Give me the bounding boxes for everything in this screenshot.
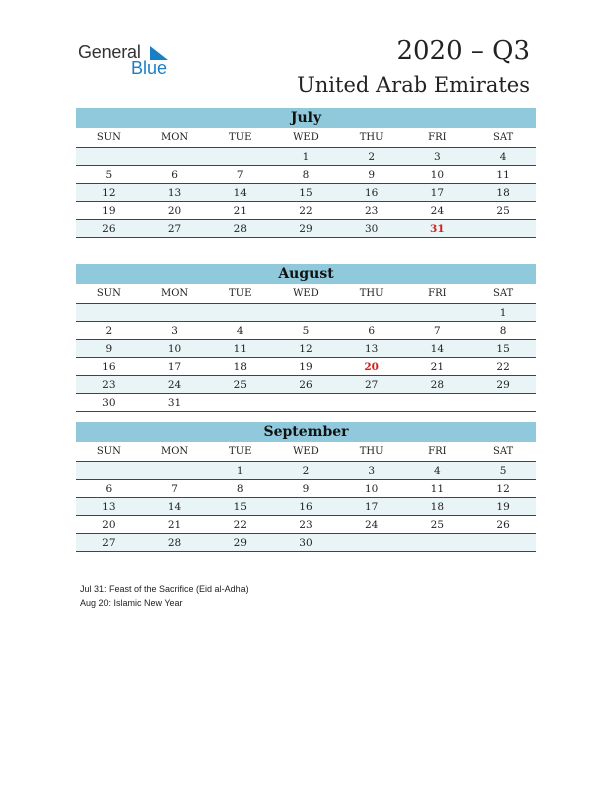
page-title: 2020 – Q3 [396,36,530,66]
empty-day-cell [76,462,142,480]
day-cell: 15 [273,184,339,202]
day-cell: 29 [207,534,273,552]
day-cell: 11 [405,480,471,498]
holiday-notes [80,582,249,610]
day-cell: 28 [142,534,208,552]
day-cell: 1 [470,304,536,322]
weekday-label: MON [142,442,208,462]
empty-day-cell [273,394,339,412]
day-cell: 11 [207,340,273,358]
day-cell: 19 [76,202,142,220]
empty-day-cell [142,148,208,166]
week-row [76,498,536,516]
day-cell: 27 [339,376,405,394]
empty-day-cell [339,394,405,412]
day-cell: 11 [470,166,536,184]
day-cell: 5 [273,322,339,340]
empty-day-cell [339,534,405,552]
day-cell: 20 [76,516,142,534]
day-cell: 17 [339,498,405,516]
generalblue-logo [78,42,178,82]
day-cell: 30 [76,394,142,412]
day-cell: 4 [470,148,536,166]
day-cell: 14 [142,498,208,516]
day-cell: 23 [76,376,142,394]
day-cell: 1 [207,462,273,480]
weekday-label: FRI [405,284,471,304]
empty-day-cell [76,148,142,166]
weekday-label: FRI [405,442,471,462]
weekday-label: SAT [470,442,536,462]
weekday-label: TUE [207,128,273,148]
week-row [76,322,536,340]
day-cell: 18 [470,184,536,202]
empty-day-cell [470,534,536,552]
day-cell: 30 [273,534,339,552]
week-row [76,480,536,498]
weekday-header-row [76,442,536,462]
day-cell: 12 [470,480,536,498]
weekday-label: TUE [207,442,273,462]
day-cell: 16 [339,184,405,202]
day-cell: 15 [470,340,536,358]
weekday-label: WED [273,284,339,304]
calendar-table [76,128,536,238]
holiday-note: Jul 31: Feast of the Sacrifice (Eid al-Adha) [80,584,249,594]
day-cell: 7 [207,166,273,184]
day-cell: 20 [142,202,208,220]
month-august [76,264,536,412]
day-cell: 13 [339,340,405,358]
weekday-label: SUN [76,128,142,148]
weekday-label: SUN [76,442,142,462]
week-row [76,166,536,184]
day-cell: 6 [76,480,142,498]
day-cell: 6 [339,322,405,340]
day-cell: 26 [470,516,536,534]
day-cell: 9 [339,166,405,184]
day-cell: 3 [142,322,208,340]
day-cell: 30 [339,220,405,238]
day-cell: 12 [273,340,339,358]
weekday-label: MON [142,128,208,148]
weekday-label: TUE [207,284,273,304]
week-row [76,340,536,358]
day-cell: 6 [142,166,208,184]
day-cell: 17 [405,184,471,202]
day-cell: 5 [470,462,536,480]
empty-day-cell [470,394,536,412]
calendar-table [76,442,536,552]
day-cell: 10 [405,166,471,184]
day-cell: 24 [339,516,405,534]
empty-day-cell [405,534,471,552]
empty-day-cell [273,304,339,322]
day-cell: 3 [339,462,405,480]
day-cell: 10 [339,480,405,498]
month-september [76,422,536,552]
day-cell: 25 [405,516,471,534]
day-cell: 28 [207,220,273,238]
week-row [76,184,536,202]
day-cell: 7 [405,322,471,340]
week-row [76,534,536,552]
weekday-label: FRI [405,128,471,148]
weekday-label: SAT [470,284,536,304]
holiday-note: Aug 20: Islamic New Year [80,598,183,608]
week-row [76,376,536,394]
day-cell: 16 [76,358,142,376]
weekday-header-row [76,128,536,148]
day-cell: 3 [405,148,471,166]
day-cell: 29 [273,220,339,238]
empty-day-cell [405,394,471,412]
week-row [76,304,536,322]
day-cell: 8 [207,480,273,498]
month-header: September [76,422,536,442]
day-cell: 25 [207,376,273,394]
empty-day-cell [405,304,471,322]
week-row [76,516,536,534]
day-cell: 14 [405,340,471,358]
week-row [76,394,536,412]
week-row [76,462,536,480]
day-cell: 9 [273,480,339,498]
day-cell: 9 [76,340,142,358]
empty-day-cell [470,220,536,238]
week-row [76,220,536,238]
day-cell: 20 [339,358,405,376]
weekday-label: WED [273,442,339,462]
week-row [76,358,536,376]
day-cell: 21 [405,358,471,376]
empty-day-cell [207,304,273,322]
day-cell: 31 [142,394,208,412]
day-cell: 16 [273,498,339,516]
day-cell: 15 [207,498,273,516]
day-cell: 2 [273,462,339,480]
day-cell: 2 [76,322,142,340]
week-row [76,148,536,166]
day-cell: 8 [273,166,339,184]
empty-day-cell [207,394,273,412]
day-cell: 22 [273,202,339,220]
day-cell: 13 [76,498,142,516]
day-cell: 21 [207,202,273,220]
day-cell: 12 [76,184,142,202]
day-cell: 4 [405,462,471,480]
country-name: United Arab Emirates [297,73,530,97]
day-cell: 10 [142,340,208,358]
weekday-label: WED [273,128,339,148]
day-cell: 22 [470,358,536,376]
weekday-label: SUN [76,284,142,304]
empty-day-cell [142,462,208,480]
month-header: July [76,108,536,128]
day-cell: 18 [207,358,273,376]
day-cell: 18 [405,498,471,516]
day-cell: 8 [470,322,536,340]
month-header: August [76,264,536,284]
day-cell: 5 [76,166,142,184]
weekday-label: THU [339,442,405,462]
day-cell: 19 [273,358,339,376]
logo-word-general: General [78,42,141,62]
day-cell: 24 [405,202,471,220]
day-cell: 13 [142,184,208,202]
logo-word-blue: Blue [131,58,168,78]
day-cell: 17 [142,358,208,376]
day-cell: 7 [142,480,208,498]
day-cell: 4 [207,322,273,340]
weekday-label: SAT [470,128,536,148]
empty-day-cell [339,304,405,322]
weekday-label: THU [339,128,405,148]
day-cell: 29 [470,376,536,394]
day-cell: 2 [339,148,405,166]
day-cell: 28 [405,376,471,394]
weekday-label: THU [339,284,405,304]
weekday-header-row [76,284,536,304]
day-cell: 26 [273,376,339,394]
day-cell: 1 [273,148,339,166]
day-cell: 25 [470,202,536,220]
day-cell: 24 [142,376,208,394]
day-cell: 19 [470,498,536,516]
day-cell: 23 [339,202,405,220]
month-july [76,108,536,238]
calendar-table [76,284,536,412]
day-cell: 27 [142,220,208,238]
empty-day-cell [76,304,142,322]
day-cell: 27 [76,534,142,552]
day-cell: 21 [142,516,208,534]
day-cell: 14 [207,184,273,202]
empty-day-cell [207,148,273,166]
day-cell: 23 [273,516,339,534]
week-row [76,202,536,220]
day-cell: 22 [207,516,273,534]
day-cell: 31 [405,220,471,238]
weekday-label: MON [142,284,208,304]
empty-day-cell [142,304,208,322]
day-cell: 26 [76,220,142,238]
